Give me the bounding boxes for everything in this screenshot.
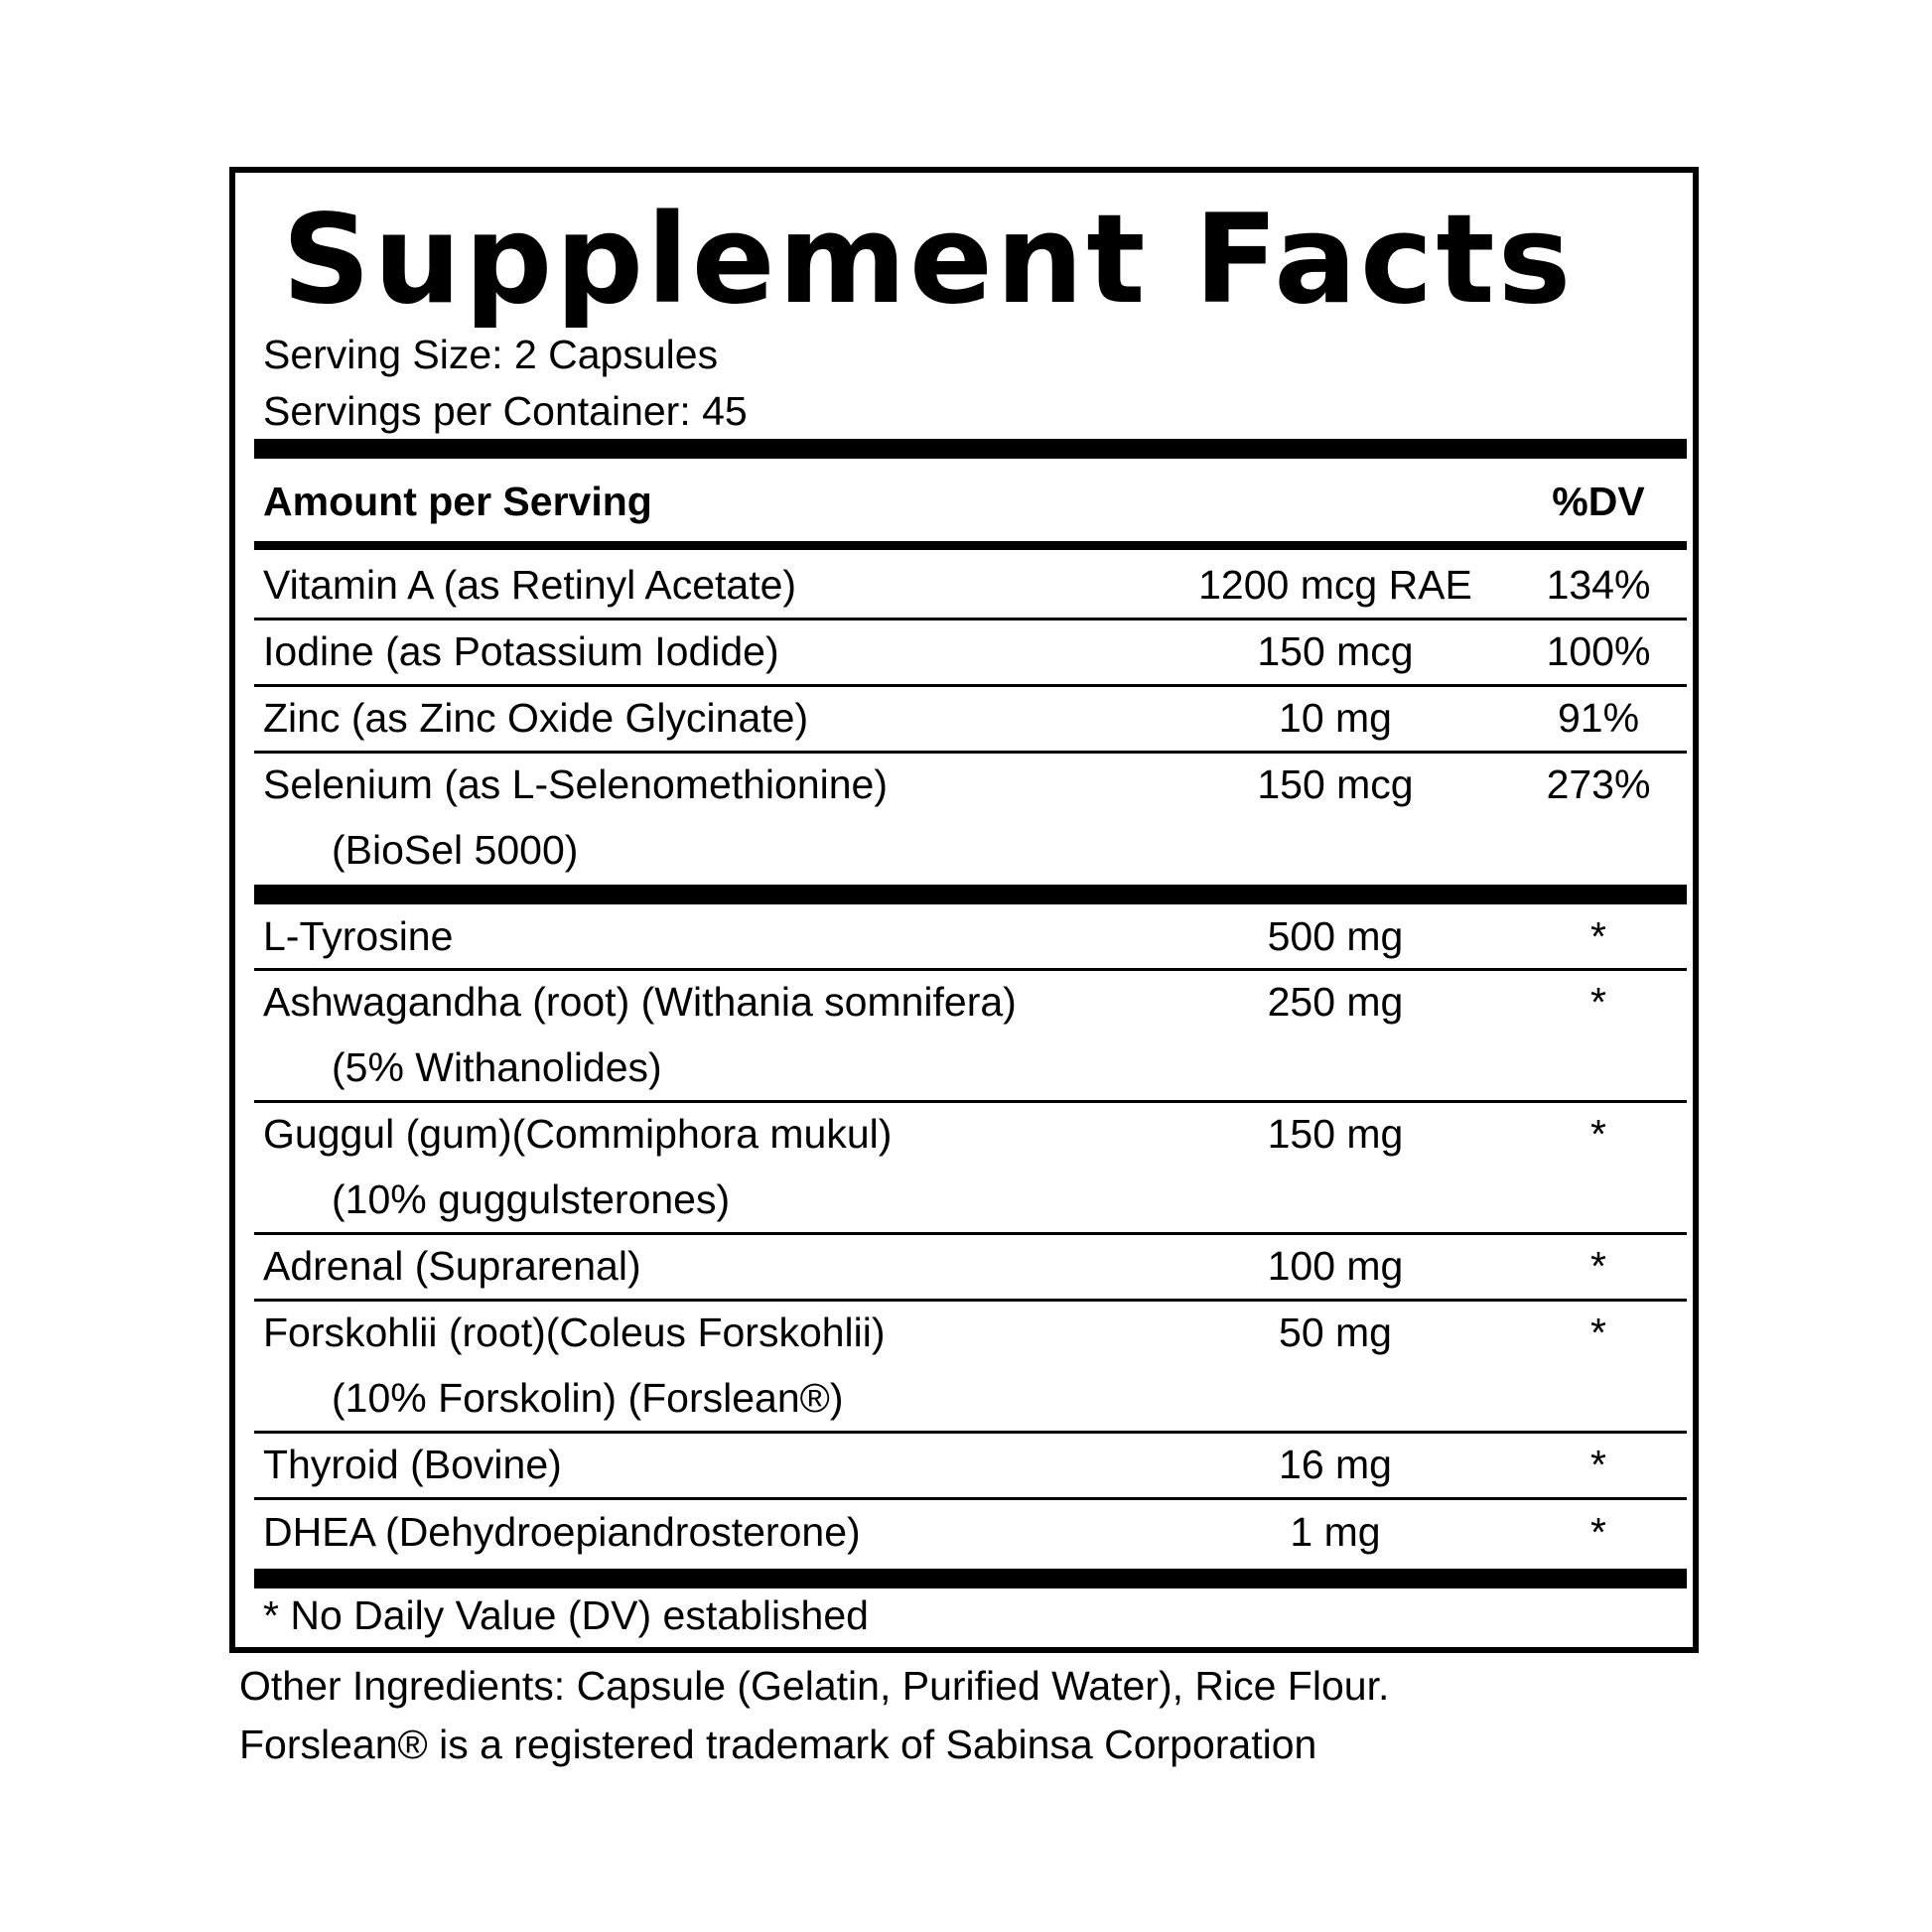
nutrient-amount: 150 mcg [1257, 761, 1414, 807]
nutrient-dv: 100% [1546, 628, 1651, 674]
servings-per-container: Servings per Container: 45 [263, 388, 748, 434]
panel-title: Supplement Facts [282, 189, 1575, 332]
ingredient-amount: 100 mg [1267, 1243, 1404, 1289]
ingredient-name: DHEA (Dehydroepiandrosterone) [263, 1509, 861, 1555]
header-percent-dv: %DV [1552, 479, 1645, 524]
ingredient-amount: 250 mg [1267, 979, 1404, 1025]
divider-thin [254, 1431, 1687, 1434]
divider-medium-header [254, 541, 1687, 550]
divider-thin [254, 1299, 1687, 1302]
divider-thin [254, 1232, 1687, 1235]
divider-thick-bottom [254, 1569, 1687, 1588]
ingredient-subname: (10% Forskolin) (Forslean®) [332, 1375, 844, 1421]
ingredient-dv: * [1590, 1310, 1606, 1355]
ingredient-subname: (5% Withanolides) [332, 1044, 662, 1090]
supplement-facts-panel [229, 167, 1699, 1653]
nutrient-name: Vitamin A (as Retinyl Acetate) [263, 562, 797, 608]
ingredient-dv: * [1590, 1509, 1606, 1555]
divider-thin [254, 1100, 1687, 1103]
nutrient-name: Selenium (as L-Selenomethionine) [263, 761, 889, 807]
divider-thin [254, 751, 1687, 754]
ingredient-amount: 50 mg [1279, 1310, 1392, 1355]
ingredient-name: L-Tyrosine [263, 913, 454, 959]
ingredient-amount: 150 mg [1267, 1111, 1404, 1157]
divider-thick-top [254, 439, 1687, 459]
other-ingredients: Other Ingredients: Capsule (Gelatin, Purified Water), Rice Flour. [239, 1663, 1390, 1709]
ingredient-name: Thyroid (Bovine) [263, 1442, 562, 1487]
nutrient-name: Zinc (as Zinc Oxide Glycinate) [263, 695, 809, 741]
ingredient-dv: * [1590, 1243, 1606, 1289]
ingredient-name: Ashwagandha (root) (Withania somnifera) [263, 979, 1017, 1025]
divider-thick-middle [254, 885, 1687, 904]
ingredient-amount: 1 mg [1290, 1509, 1381, 1555]
ingredient-dv: * [1590, 979, 1606, 1025]
ingredient-dv: * [1590, 1111, 1606, 1157]
supplement-facts-inner [254, 173, 1687, 1647]
divider-thin [254, 684, 1687, 687]
nutrient-name: Iodine (as Potassium Iodide) [263, 628, 779, 674]
daily-value-footnote: * No Daily Value (DV) established [263, 1592, 869, 1638]
ingredient-dv: * [1590, 1442, 1606, 1487]
nutrient-amount: 1200 mcg RAE [1198, 562, 1472, 608]
nutrient-amount: 150 mcg [1257, 628, 1414, 674]
nutrient-amount: 10 mg [1279, 695, 1392, 741]
ingredient-amount: 16 mg [1279, 1442, 1392, 1487]
ingredient-amount: 500 mg [1267, 913, 1404, 959]
header-amount-per-serving: Amount per Serving [263, 479, 652, 524]
ingredient-name: Adrenal (Suprarenal) [263, 1243, 641, 1289]
ingredient-dv: * [1590, 913, 1606, 959]
ingredient-subname: (10% guggulsterones) [332, 1176, 731, 1222]
ingredient-name: Guggul (gum)(Commiphora mukul) [263, 1111, 893, 1157]
divider-thin [254, 1497, 1687, 1500]
nutrient-dv: 134% [1546, 562, 1651, 608]
serving-size: Serving Size: 2 Capsules [263, 332, 719, 377]
divider-thin [254, 968, 1687, 971]
ingredient-name: Forskohlii (root)(Coleus Forskohlii) [263, 1310, 886, 1355]
divider-thin [254, 618, 1687, 621]
nutrient-dv: 273% [1546, 761, 1651, 807]
nutrient-dv: 91% [1557, 695, 1640, 741]
nutrient-subname: (BioSel 5000) [332, 827, 579, 873]
trademark-notice: Forslean® is a registered trademark of Sabinsa Corporation [239, 1722, 1317, 1767]
